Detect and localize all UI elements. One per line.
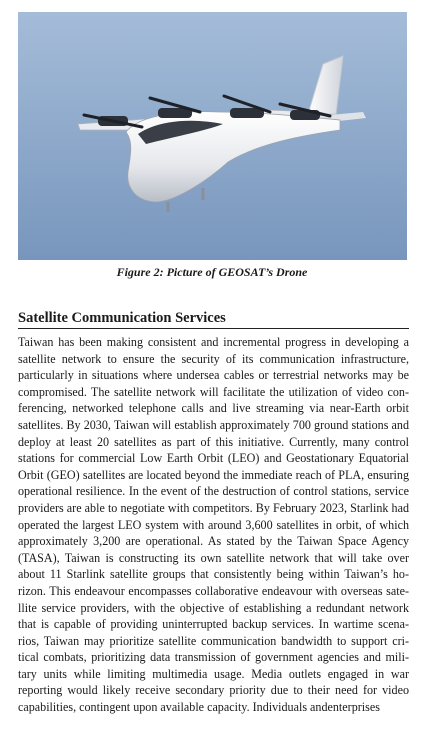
paragraph-line: ferencing, networked telephone calls and live streaming via near-Earth orbit xyxy=(18,401,409,416)
paragraph-line: approximately 3,200 are operational. As stated by the Taiwan Space Agency xyxy=(18,534,409,549)
paragraph-line: reporting would likely receive secondary priority due to their need for video xyxy=(18,683,409,698)
paragraph-line: particularly in situations where undersea cables or terrestrial networks may be xyxy=(18,368,409,383)
paragraph-line: rios, Taiwan may prioritize satellite communication bandwidth to support cri- xyxy=(18,633,409,648)
drone-photo xyxy=(18,12,407,260)
body-paragraph xyxy=(18,334,409,716)
paragraph-line: satellites. By 2030, Taiwan will establish approximately 700 ground stations and xyxy=(18,417,409,432)
paragraph-line: tical combats, prioritizing data transmission of government agencies and mili- xyxy=(18,650,409,665)
paragraph-line: rizon. This endeavour encompasses collaborative endeavour with overseas sate- xyxy=(18,583,409,598)
paragraph-line: (TASA), Taiwan is constructing its own satellite network that will take over xyxy=(18,550,409,565)
paragraph-line: llite service providers, with the objective of establishing a redundant network xyxy=(18,600,409,615)
paragraph-line: that is capable of providing uninterrupted backup services. In wartime scena- xyxy=(18,617,409,632)
paragraph-line: operational resilience. In the event of the destruction of control stations, service xyxy=(18,484,409,499)
paragraph-line: tary units while limiting multimedia usage. Media outlets engaged in war xyxy=(18,666,409,681)
drone-figure xyxy=(18,12,407,260)
paragraph-line: deploy at least 20 satellites as part of this initiative. Currently, many control xyxy=(18,434,409,449)
paragraph-line: capabilities, contingent upon available capacity. Individuals andenterprises xyxy=(18,700,380,715)
paragraph-line: satellite network to ensure the security of its communication infrastructure, xyxy=(18,351,409,366)
paragraph-line: operated the largest LEO system with around 3,600 satellites in orbit, of which xyxy=(18,517,409,532)
paragraph-line: stations for commercial Low Earth Orbit (LEO) and Geostationary Equatorial xyxy=(18,451,409,466)
section-rule xyxy=(18,328,409,329)
paragraph-line: compromised. The satellite network will facilitate the utilization of video con- xyxy=(18,384,409,399)
paragraph-line: Taiwan has been making consistent and incremental progress in developing a xyxy=(18,335,409,349)
section-title: Satellite Communication Services xyxy=(18,310,226,326)
paragraph-line: providers are able to negotiate with competitors. By February 2023, Starlink had xyxy=(18,500,409,515)
paragraph-line: about 11 Starlink satellite groups that consistently being within Taiwan’s ho- xyxy=(18,567,409,582)
paragraph-line: Orbit (GEO) satellites are located beyond the immediate reach of PLA, ensuring xyxy=(18,467,409,482)
figure-caption: Figure 2: Picture of GEOSAT’s Drone xyxy=(116,265,308,279)
